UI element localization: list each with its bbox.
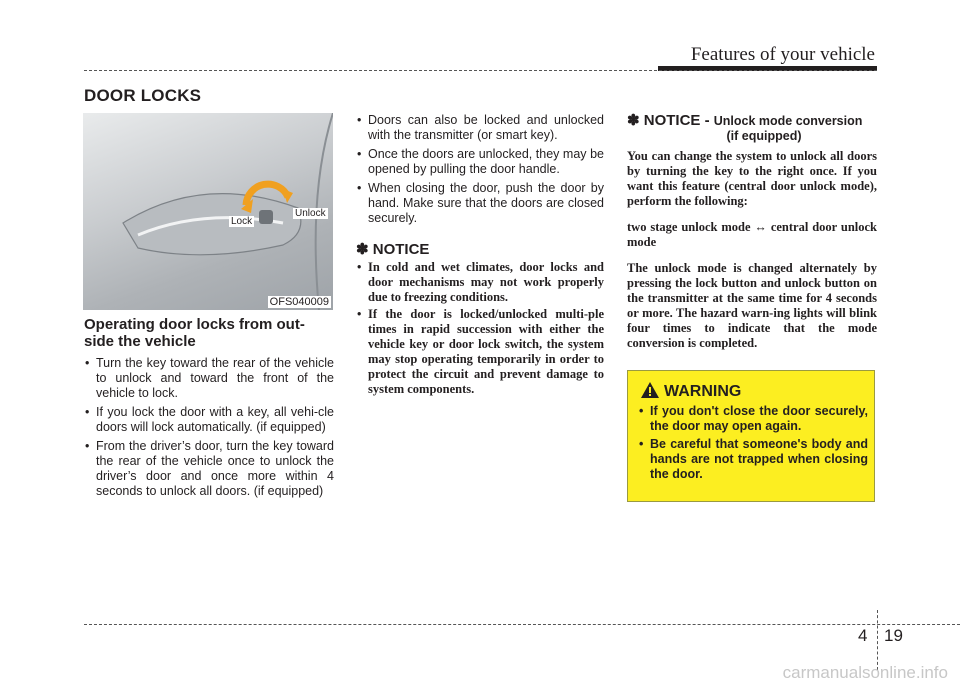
unlock-paragraph-3: The unlock mode is changed alternately by pressing the lock button and unlock button on the transmitter at the same time for 4 seconds or more. The hazard warn-ing lights will blink four times to indicate that the mode conversion is completed. [627, 261, 877, 350]
unlock-notice-title-text: Unlock mode conversion [713, 114, 863, 128]
door-handle-figure [83, 113, 333, 310]
middle-section [356, 113, 604, 399]
list-item: • Doors can also be locked and unlocked with the transmitter (or smart key). [356, 113, 604, 143]
section-title: DOOR LOCKS [84, 86, 202, 105]
unlock-notice-subtitle: (if equipped) [726, 129, 802, 143]
unlock-paragraph-1: You can change the system to unlock all doors by turning the key to the right once. If you want this feature (central door unlock mode), perform the following: [627, 149, 877, 208]
notice-title: ✽ NOTICE [356, 241, 430, 258]
lock-label: Lock [231, 216, 253, 227]
warning-triangle-icon [641, 382, 659, 398]
header-title: Features of your vehicle [690, 44, 875, 65]
warning-title: WARNING [664, 383, 742, 400]
unlock-paragraph-2: two stage unlock mode ↔ central door unlock mode [627, 220, 877, 249]
list-item: • Once the doors are unlocked, they may be opened by pulling the door handle. [356, 147, 604, 177]
unlock-label: Unlock [295, 208, 326, 219]
outside-title: Operating door locks from out-side the vehicle [84, 316, 305, 350]
watermark: carmanualsonline.info [782, 663, 948, 682]
unlock-notice-title [627, 113, 877, 129]
list-item: • In cold and wet climates, door locks and door mechanisms may not work properly due to freezing conditions. [356, 260, 604, 305]
unlock-notice-prefix: ✽ NOTICE - [627, 112, 714, 129]
footer-rule [84, 624, 960, 625]
figure-code: OFS040009 [269, 296, 329, 308]
header-rule [84, 70, 877, 71]
warning-box [627, 370, 875, 502]
list-item: • If the door is locked/unlocked multi-ple times in rapid succession with either the vehicle key or door lock switch, the system may stop operating temporarily in order to protect the circuit and prevent damage to system components. [356, 307, 604, 397]
list-item: • From the driver’s door, turn the key toward the rear of the vehicle once to unlock the driver’s door and once more within 4 seconds to unlock all doors. (if equipped) [84, 439, 334, 499]
chapter-number: 4 [858, 626, 868, 645]
page-number: 19 [884, 626, 903, 645]
list-item: • When closing the door, push the door by hand. Make sure that the doors are closed securely. [356, 181, 604, 226]
list-item: • Turn the key toward the rear of the vehicle to unlock and toward the front of the vehicle to lock. [84, 356, 334, 401]
list-item: • If you don't close the door securely, the door may open again. [638, 404, 868, 434]
outside-section [84, 316, 334, 503]
footer-divider [877, 610, 878, 670]
list-item: • If you lock the door with a key, all vehi-cle doors will lock automatically. (if equipped) [84, 405, 334, 435]
unlock-mode-section [627, 113, 877, 362]
list-item: • Be careful that someone's body and hands are not trapped when closing the door. [638, 437, 868, 482]
